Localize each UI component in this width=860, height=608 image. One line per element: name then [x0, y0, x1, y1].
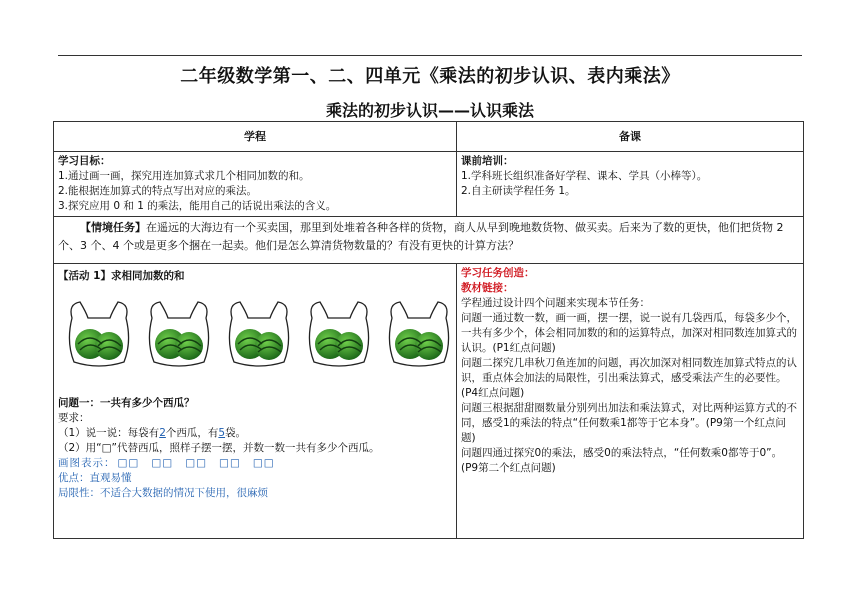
watermelon-bags [66, 298, 452, 370]
learning-goals [54, 152, 457, 217]
req1-text: 袋。 [225, 427, 247, 439]
design-para: 问题二探究几串秋刀鱼连加的问题，再次加深对相同数连加算式特点的认识，重点体会加法的局限性，引出乘法算式，感受乘法产生的必要性。(P4红点问题) [461, 357, 797, 399]
col-header-left: 学程 [54, 122, 457, 152]
watermelon-bag-icon [146, 298, 212, 370]
prep-item: 2.自主研读学程任务 1。 [461, 185, 576, 197]
bag-count-answer: 2 [159, 427, 166, 439]
design-heading: 学习任务创造： [461, 267, 535, 279]
requirements-label: 要求： [58, 412, 90, 424]
doc-title: 二年级数学第一、二、四单元《乘法的初步认识、表内乘法》 [180, 66, 680, 87]
doc-subtitle: 乘法的初步认识——认识乘法 [325, 101, 534, 120]
draw-label: 画图表示： [58, 457, 116, 469]
prep-item: 1.学科班长组织准备好学程、课本、学具（小棒等）。 [461, 170, 708, 182]
advantage-text: 优点：直观易懂 [58, 472, 132, 484]
goal-item: 2.能根据连加算式的特点写出对应的乘法。 [58, 185, 258, 197]
requirement-2: （2）用“□”代替西瓜，照样子摆一摆，并数一数一共有多少个西瓜。 [58, 442, 380, 454]
watermelon-bag-icon [226, 298, 292, 370]
watermelon-bag-icon [66, 298, 132, 370]
box-group: □□ [219, 457, 241, 469]
watermelon-bag-icon [306, 298, 372, 370]
question-one: 问题一：一共有多少个西瓜？ [58, 397, 195, 409]
box-group: □□ [185, 457, 208, 469]
design-para: 问题四通过探究0的乘法，感受0的乘法特点，“任何数乘0都等于0”。(P9第二个红点问题) [461, 447, 783, 474]
activity-title: 【活动 1】求相同加数的和 [58, 270, 185, 282]
pre-class-training [457, 152, 804, 217]
header-rule [58, 55, 802, 56]
textbook-link: 教材链接： [461, 282, 514, 294]
scenario-text: 在遥远的大海边有一个买卖国，那里到处堆着各种各样的货物，商人从早到晚地数货物、做买卖。后来为了数的更快，他们把货物 2 个、3 个、4 个或是更多个捆在一起卖。他们是怎么算清货物数量的？有没有更快的计算方法？ [58, 221, 784, 252]
limitation-text: 局限性：不适合大数据的情况下使用，很麻烦 [58, 487, 268, 499]
box-group: □□ [151, 457, 174, 469]
scenario-tag: 【情境任务】 [80, 221, 146, 234]
bags-answer: 5 [218, 427, 226, 439]
prep-heading: 课前培训： [461, 155, 514, 167]
drawing-representation [58, 456, 452, 471]
goal-item: 3.探究应用 0 和 1 的乘法，能用自己的话说出乘法的含义。 [58, 200, 337, 212]
scenario-task [54, 217, 804, 264]
design-para: 问题一通过数一数，画一画，摆一摆，说一说有几袋西瓜，每袋多少个，一共有多少个，体会相同加数的和的运算特点，加深对相同数连加算式的认识。(P1红点问题) [461, 312, 797, 354]
box-group: □□ [252, 457, 275, 469]
box-group: □□ [117, 457, 140, 469]
col-header-right: 备课 [457, 122, 804, 152]
design-para: 学程通过设计四个问题来实现本节任务： [461, 297, 650, 309]
design-para: 问题三根据甜甜圈数量分别列出加法和乘法算式，对比两种运算方式的不同，感受1的乘法的特点“任何数乘1都等于它本身”。(P9第一个红点问题) [461, 402, 797, 444]
watermelon-bag-icon [386, 298, 452, 370]
req1-text: （1）说一说：每袋有 [58, 427, 160, 439]
req1-text: 个西瓜，有 [165, 427, 219, 439]
lesson-table [53, 121, 804, 539]
goals-heading: 学习目标： [58, 155, 111, 167]
requirement-1 [58, 426, 452, 441]
goal-item: 1.通过画一画，探究用连加算式求几个相同加数的和。 [58, 170, 310, 182]
design-cell [457, 264, 804, 539]
activity-cell [54, 264, 457, 539]
